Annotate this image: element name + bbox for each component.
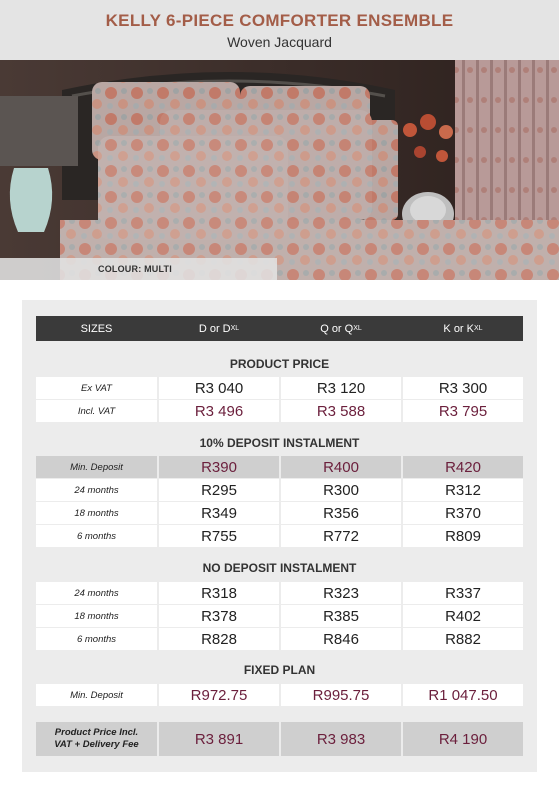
table-row <box>36 479 523 502</box>
price-cell: R420 <box>403 456 523 478</box>
price-cell: R349 <box>159 502 279 524</box>
row-label: Incl. VAT <box>36 400 157 422</box>
price-cell: R809 <box>403 525 523 547</box>
header-double-label: D or D <box>198 322 231 335</box>
total-row <box>36 722 523 756</box>
price-cell: R400 <box>281 456 401 478</box>
product-photo <box>0 60 559 280</box>
table-row <box>36 525 523 548</box>
row-label: Ex VAT <box>36 377 157 399</box>
row-label: 18 months <box>36 605 157 627</box>
table-row <box>36 456 523 479</box>
price-cell: R300 <box>281 479 401 501</box>
price-cell: R370 <box>403 502 523 524</box>
price-cell: R323 <box>281 582 401 604</box>
bedroom-scene-illustration <box>0 60 559 280</box>
price-cell: R402 <box>403 605 523 627</box>
page-header <box>0 0 559 60</box>
section-heading-deposit: 10% DEPOSIT INSTALMENT <box>199 436 360 450</box>
table-row <box>36 628 523 651</box>
total-label-line2: VAT + Delivery Fee <box>54 739 139 750</box>
total-price-cell: R4 190 <box>403 722 523 756</box>
price-cell: R385 <box>281 605 401 627</box>
header-queen-label: Q or Q <box>320 322 354 335</box>
price-cell: R337 <box>403 582 523 604</box>
header-king-label: K or K <box>443 322 474 335</box>
price-cell: R828 <box>159 628 279 650</box>
price-cell: R3 120 <box>281 377 401 399</box>
header-king: K or K XL <box>443 322 483 335</box>
total-price-cell: R3 891 <box>159 722 279 756</box>
row-label: 24 months <box>36 582 157 604</box>
price-cell: R378 <box>159 605 279 627</box>
price-cell: R972.75 <box>159 684 279 706</box>
header-queen: Q or Q XL <box>320 322 362 335</box>
total-label <box>36 722 157 756</box>
price-cell: R3 040 <box>159 377 279 399</box>
price-cell: R318 <box>159 582 279 604</box>
product-subtitle: Woven Jacquard <box>227 34 332 50</box>
section-heading-product-price: PRODUCT PRICE <box>229 357 330 371</box>
table-row <box>36 582 523 605</box>
total-price-cell: R3 983 <box>281 722 401 756</box>
table-row <box>36 377 523 400</box>
price-cell: R995.75 <box>281 684 401 706</box>
price-cell: R882 <box>403 628 523 650</box>
section-heading-fixed-plan: FIXED PLAN <box>243 663 316 677</box>
row-label: 6 months <box>36 628 157 650</box>
colour-label: COLOUR: MULTI <box>98 264 172 274</box>
row-label: Min. Deposit <box>36 456 157 478</box>
table-row <box>36 502 523 525</box>
header-double: D or D XL <box>198 322 240 335</box>
price-cell: R390 <box>159 456 279 478</box>
price-cell: R3 300 <box>403 377 523 399</box>
row-label: 24 months <box>36 479 157 501</box>
section-heading-no-deposit: NO DEPOSIT INSTALMENT <box>202 561 357 575</box>
price-cell: R356 <box>281 502 401 524</box>
price-cell: R3 795 <box>403 400 523 422</box>
price-cell: R1 047.50 <box>403 684 523 706</box>
price-cell: R755 <box>159 525 279 547</box>
row-label: 6 months <box>36 525 157 547</box>
product-title: KELLY 6-PIECE COMFORTER ENSEMBLE <box>105 11 454 30</box>
price-cell: R846 <box>281 628 401 650</box>
colour-label-bar <box>0 258 277 280</box>
row-label: 18 months <box>36 502 157 524</box>
price-cell: R772 <box>281 525 401 547</box>
table-row <box>36 400 523 423</box>
header-sizes <box>36 316 157 341</box>
total-label-line1: Product Price Incl. <box>54 727 139 738</box>
table-row <box>36 605 523 628</box>
price-cell: R3 588 <box>281 400 401 422</box>
price-cell: R3 496 <box>159 400 279 422</box>
row-label: Min. Deposit <box>36 684 157 706</box>
price-cell: R295 <box>159 479 279 501</box>
table-row <box>36 684 523 707</box>
price-cell: R312 <box>403 479 523 501</box>
size-header-row <box>36 316 523 341</box>
header-sizes-label: SIZES <box>80 322 113 335</box>
